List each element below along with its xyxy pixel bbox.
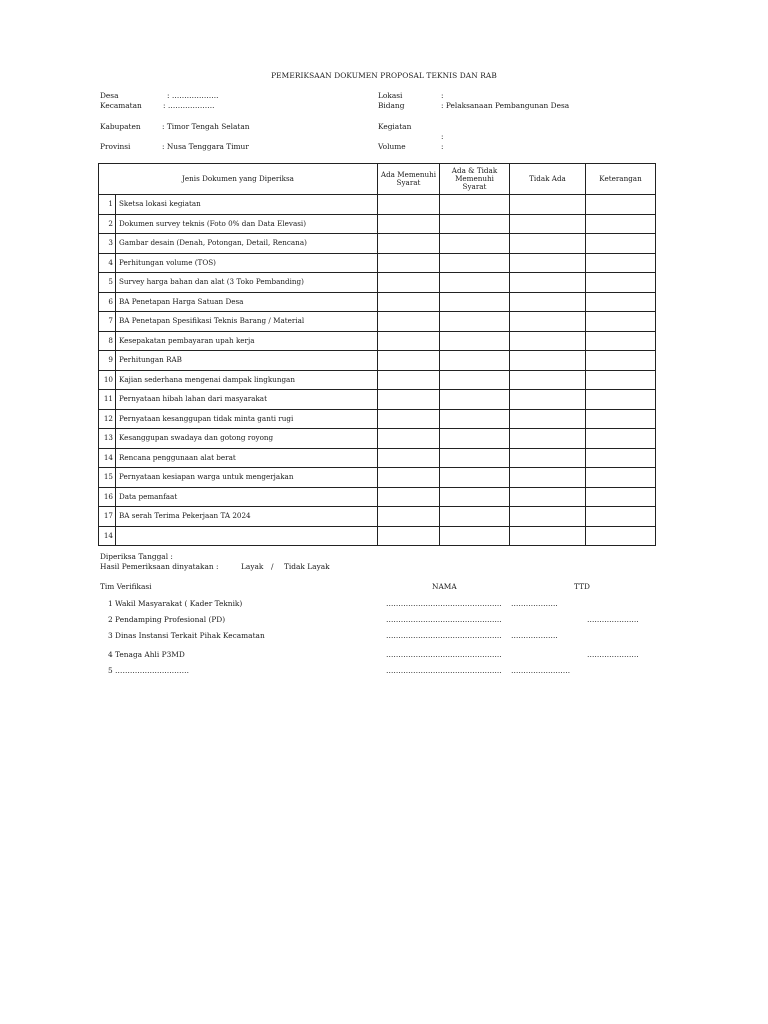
table-row [99, 195, 656, 215]
document-checklist-table [98, 163, 656, 546]
row-number: 5 [99, 273, 116, 293]
kabupaten-label: Kabupaten [100, 122, 141, 131]
row-document-name: Pernyataan kesanggupan tidak minta ganti rugi [116, 409, 378, 429]
checkbox-cell-tidak-ada[interactable] [510, 370, 586, 390]
checkbox-cell-ada-tidak-memenuhi[interactable] [440, 507, 510, 527]
row-number: 14 [99, 448, 116, 468]
keterangan-cell[interactable] [586, 331, 656, 351]
row-number: 4 [99, 253, 116, 273]
keterangan-cell[interactable] [586, 468, 656, 488]
verifier-name-field[interactable]: ……………………………………….. [386, 650, 502, 659]
keterangan-cell[interactable] [586, 370, 656, 390]
keterangan-cell[interactable] [586, 195, 656, 215]
row-document-name: BA serah Terima Pekerjaan TA 2024 [116, 507, 378, 527]
row-number: 3 [99, 234, 116, 254]
row-number: 2 [99, 214, 116, 234]
bidang-label: Bidang [378, 101, 405, 110]
checkbox-cell-tidak-ada[interactable] [510, 507, 586, 527]
checkbox-cell-ada-tidak-memenuhi[interactable] [440, 429, 510, 449]
row-number: 17 [99, 507, 116, 527]
keterangan-cell[interactable] [586, 526, 656, 546]
checkbox-cell-tidak-ada[interactable] [510, 526, 586, 546]
verifier-role: 2 Pendamping Profesional (PD) [108, 615, 226, 624]
verifier-role: 1 Wakil Masyarakat ( Kader Teknik) [108, 599, 243, 608]
verifier-role: 3 Dinas Instansi Terkait Pihak Kecamatan [108, 631, 265, 640]
verifier-signature-field[interactable]: ………………. [511, 631, 558, 640]
table-row [99, 526, 656, 546]
checkbox-cell-tidak-ada[interactable] [510, 253, 586, 273]
checkbox-cell-tidak-ada[interactable] [510, 351, 586, 371]
checkbox-cell-ada-tidak-memenuhi[interactable] [440, 195, 510, 215]
checkbox-cell-tidak-ada[interactable] [510, 195, 586, 215]
checkbox-cell-ada-memenuhi[interactable] [378, 351, 440, 371]
keterangan-cell[interactable] [586, 409, 656, 429]
checkbox-cell-ada-tidak-memenuhi[interactable] [440, 292, 510, 312]
table-row [99, 273, 656, 293]
row-document-name: Pernyataan hibah lahan dari masyarakat [116, 390, 378, 410]
checkbox-cell-tidak-ada[interactable] [510, 448, 586, 468]
table-row [99, 409, 656, 429]
checkbox-cell-ada-tidak-memenuhi[interactable] [440, 468, 510, 488]
checkbox-cell-ada-tidak-memenuhi[interactable] [440, 487, 510, 507]
row-document-name: Perhitungan volume (TOS) [116, 253, 378, 273]
checkbox-cell-ada-tidak-memenuhi[interactable] [440, 331, 510, 351]
checkbox-cell-tidak-ada[interactable] [510, 312, 586, 332]
row-document-name: Data pemanfaat [116, 487, 378, 507]
hasil-pemeriksaan-label: Hasil Pemeriksaan dinyatakan : [100, 562, 219, 571]
row-number: 13 [99, 429, 116, 449]
header-jenis-dokumen: Jenis Dokumen yang Diperiksa [99, 164, 378, 195]
row-document-name: Rencana penggunaan alat berat [116, 448, 378, 468]
row-document-name: Sketsa lokasi kegiatan [116, 195, 378, 215]
table-row [99, 468, 656, 488]
keterangan-cell[interactable] [586, 214, 656, 234]
verifier-role: 5 ………………………… [108, 666, 189, 675]
row-document-name: BA Penetapan Spesifikasi Teknis Barang / Material [116, 312, 378, 332]
bidang-value: : Pelaksanaan Pembangunan Desa [441, 101, 570, 110]
row-document-name: Dokumen survey teknis (Foto 0% dan Data Elevasi) [116, 214, 378, 234]
volume-label: Volume [378, 142, 406, 151]
keterangan-cell[interactable] [586, 234, 656, 254]
checkbox-cell-ada-tidak-memenuhi[interactable] [440, 526, 510, 546]
row-number: 8 [99, 331, 116, 351]
row-document-name: Pernyataan kesiapan warga untuk mengerjakan [116, 468, 378, 488]
keterangan-cell[interactable] [586, 273, 656, 293]
checkbox-cell-ada-memenuhi[interactable] [378, 370, 440, 390]
checkbox-cell-ada-tidak-memenuhi[interactable] [440, 273, 510, 293]
checkbox-cell-ada-memenuhi[interactable] [378, 429, 440, 449]
keterangan-cell[interactable] [586, 390, 656, 410]
desa-value: : ………………. [167, 91, 219, 100]
provinsi-label: Provinsi [100, 142, 131, 151]
kegiatan-label: Kegiatan [378, 122, 412, 131]
checkbox-cell-ada-tidak-memenuhi[interactable] [440, 390, 510, 410]
table-row [99, 351, 656, 371]
row-document-name: Kesanggupan swadaya dan gotong royong [116, 429, 378, 449]
checkbox-cell-ada-memenuhi[interactable] [378, 526, 440, 546]
header-ada-tidak-line1: Ada & Tidak [451, 165, 498, 175]
table-row [99, 234, 656, 254]
lokasi-value: : [441, 91, 444, 100]
row-document-name [116, 526, 378, 546]
header-tidak-ada: Tidak Ada [510, 164, 586, 195]
row-number: 1 [99, 195, 116, 215]
row-document-name: Perhitungan RAB [116, 351, 378, 371]
row-document-name: Survey harga bahan dan alat (3 Toko Pembanding) [116, 273, 378, 293]
desa-label: Desa [100, 91, 119, 100]
kegiatan-value: : [441, 132, 444, 141]
checkbox-cell-ada-memenuhi[interactable] [378, 234, 440, 254]
checkbox-cell-ada-memenuhi[interactable] [378, 195, 440, 215]
checkbox-cell-ada-tidak-memenuhi[interactable] [440, 214, 510, 234]
keterangan-cell[interactable] [586, 507, 656, 527]
keterangan-cell[interactable] [586, 487, 656, 507]
verifier-signature-field[interactable]: ………………. [511, 599, 558, 608]
layak-option[interactable]: Layak [241, 562, 264, 571]
checkbox-cell-tidak-ada[interactable] [510, 234, 586, 254]
checkbox-cell-ada-tidak-memenuhi[interactable] [440, 351, 510, 371]
header-ada-memenuhi [378, 164, 440, 195]
table-row [99, 507, 656, 527]
lokasi-label: Lokasi [378, 91, 403, 100]
checkbox-cell-ada-memenuhi[interactable] [378, 507, 440, 527]
row-document-name: BA Penetapan Harga Satuan Desa [116, 292, 378, 312]
checkbox-cell-ada-memenuhi[interactable] [378, 292, 440, 312]
checkbox-cell-tidak-ada[interactable] [510, 214, 586, 234]
verifier-signature-field[interactable]: …………………… [511, 666, 571, 675]
row-number: 14 [99, 526, 116, 546]
table-row [99, 214, 656, 234]
checkbox-cell-ada-memenuhi[interactable] [378, 253, 440, 273]
kabupaten-value: : Timor Tengah Selatan [162, 122, 250, 131]
row-number: 6 [99, 292, 116, 312]
row-number: 9 [99, 351, 116, 371]
table-row [99, 429, 656, 449]
row-document-name: Kajian sederhana mengenai dampak lingkungan [116, 370, 378, 390]
checkbox-cell-ada-tidak-memenuhi[interactable] [440, 409, 510, 429]
header-ada-tidak-line3: Syarat [462, 182, 487, 192]
nama-column-header: NAMA [432, 582, 457, 591]
checkbox-cell-ada-memenuhi[interactable] [378, 331, 440, 351]
verifier-signature-field[interactable]: ………………… [587, 650, 639, 659]
diperiksa-tanggal-label: Diperiksa Tanggal : [100, 552, 173, 561]
table-row [99, 253, 656, 273]
verifier-name-field[interactable]: ……………………………………….. [386, 615, 502, 624]
checkbox-cell-ada-tidak-memenuhi[interactable] [440, 234, 510, 254]
row-number: 15 [99, 468, 116, 488]
row-number: 10 [99, 370, 116, 390]
checkbox-cell-ada-memenuhi[interactable] [378, 390, 440, 410]
tim-verifikasi-label: Tim Verifikasi [100, 582, 152, 591]
keterangan-cell[interactable] [586, 448, 656, 468]
checkbox-cell-tidak-ada[interactable] [510, 429, 586, 449]
verifier-name-field[interactable]: ……………………………………….. [386, 599, 502, 608]
option-separator: / [271, 562, 274, 571]
provinsi-value: : Nusa Tenggara Timur [162, 142, 249, 151]
verifier-name-field[interactable]: ……………………………………….. [386, 631, 502, 640]
table-row [99, 487, 656, 507]
verifier-role: 4 Tenaga Ahli P3MD [108, 650, 185, 659]
checkbox-cell-ada-memenuhi[interactable] [378, 487, 440, 507]
row-document-name: Kesepakatan pembayaran upah kerja [116, 331, 378, 351]
table-row [99, 390, 656, 410]
document-title: PEMERIKSAAN DOKUMEN PROPOSAL TEKNIS DAN RAB [271, 71, 497, 80]
checkbox-cell-ada-memenuhi[interactable] [378, 468, 440, 488]
ttd-column-header: TTD [574, 582, 590, 591]
checkbox-cell-tidak-ada[interactable] [510, 468, 586, 488]
checkbox-cell-tidak-ada[interactable] [510, 292, 586, 312]
checkbox-cell-ada-tidak-memenuhi[interactable] [440, 370, 510, 390]
keterangan-cell[interactable] [586, 253, 656, 273]
keterangan-cell[interactable] [586, 429, 656, 449]
checkbox-cell-tidak-ada[interactable] [510, 409, 586, 429]
checkbox-cell-ada-memenuhi[interactable] [378, 273, 440, 293]
header-keterangan: Keterangan [586, 164, 656, 195]
row-number: 12 [99, 409, 116, 429]
checkbox-cell-ada-memenuhi[interactable] [378, 448, 440, 468]
header-ada-memenuhi-line2: Syarat [396, 178, 421, 187]
table-row [99, 312, 656, 332]
header-ada-memenuhi-line1: Ada Memenuhi [380, 169, 437, 179]
checkbox-cell-ada-tidak-memenuhi[interactable] [440, 253, 510, 273]
kecamatan-value: : ………………. [163, 101, 215, 110]
table-row [99, 370, 656, 390]
volume-value: : [441, 142, 444, 151]
checkbox-cell-tidak-ada[interactable] [510, 331, 586, 351]
verifier-name-field[interactable]: ……………………………………….. [386, 666, 502, 675]
checkbox-cell-ada-memenuhi[interactable] [378, 214, 440, 234]
row-number: 11 [99, 390, 116, 410]
row-document-name: Gambar desain (Denah, Potongan, Detail, Rencana) [116, 234, 378, 254]
verifier-signature-field[interactable]: ………………… [587, 615, 639, 624]
row-number: 7 [99, 312, 116, 332]
checkbox-cell-ada-memenuhi[interactable] [378, 312, 440, 332]
table-row [99, 448, 656, 468]
checkbox-cell-ada-tidak-memenuhi[interactable] [440, 448, 510, 468]
table-row [99, 331, 656, 351]
checkbox-cell-tidak-ada[interactable] [510, 487, 586, 507]
keterangan-cell[interactable] [586, 312, 656, 332]
kecamatan-label: Kecamatan [100, 101, 142, 110]
row-number: 16 [99, 487, 116, 507]
table-row [99, 292, 656, 312]
tidak-layak-option[interactable]: Tidak Layak [284, 562, 330, 571]
checkbox-cell-tidak-ada[interactable] [510, 273, 586, 293]
table-header-row [99, 164, 656, 195]
keterangan-cell[interactable] [586, 351, 656, 371]
checkbox-cell-ada-memenuhi[interactable] [378, 409, 440, 429]
checkbox-cell-ada-tidak-memenuhi[interactable] [440, 312, 510, 332]
keterangan-cell[interactable] [586, 292, 656, 312]
header-ada-tidak-line2: Memenuhi [455, 173, 494, 183]
header-ada-tidak-memenuhi [440, 164, 510, 195]
checkbox-cell-tidak-ada[interactable] [510, 390, 586, 410]
